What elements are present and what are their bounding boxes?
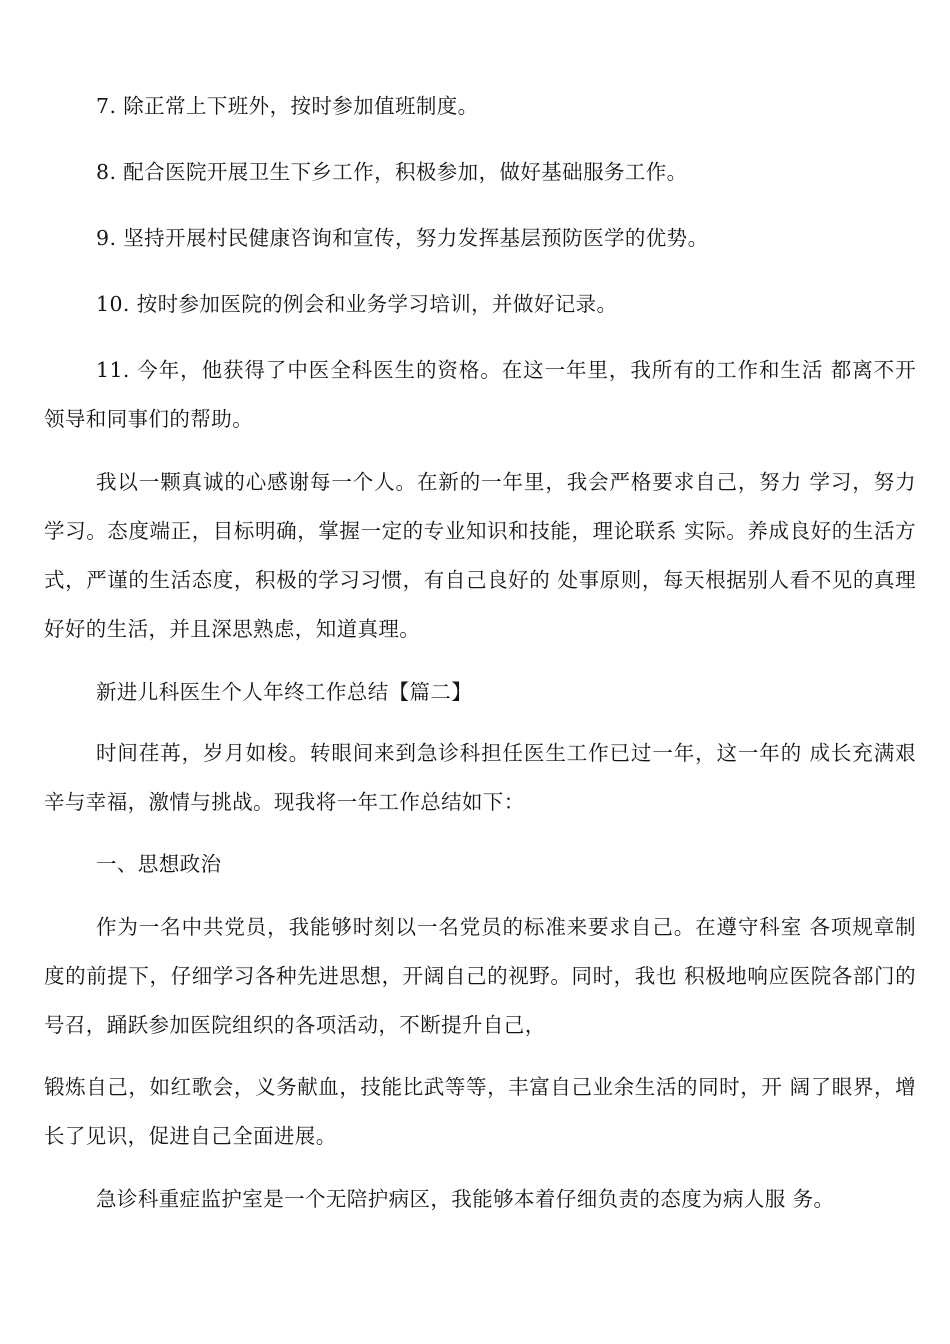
section-title: 新进儿科医生个人年终工作总结【篇二】 xyxy=(96,680,473,704)
section-heading-political: 一、思想政治 xyxy=(96,852,222,876)
paragraph-icu: 急诊科重症监护室是一个无陪护病区，我能够本着仔细负责的态度为病人服 务。 xyxy=(96,1187,835,1211)
paragraph-item-8: 8. 配合医院开展卫生下乡工作，积极参加，做好基础服务工作。 xyxy=(96,160,688,184)
paragraph-continuation: 锻炼自己，如红歌会，义务献血，技能比武等等，丰富自己业余生活的同时，开 阔了眼界，增长了见识，促进自己全面进展。 xyxy=(44,1075,916,1148)
paragraph-gratitude: 我以一颗真诚的心感谢每一个人。在新的一年里，我会严格要求自己，努力 学习，努力学习。态度端正，目标明确，掌握一定的专业知识和技能，理论联系 实际。养成良好的生活方式，严谨的生活态度，积极的学习习惯，有自己良好的 处事原则，每天根据别人看不见的真理好好的生活，并且深思熟虑，知道真理。 xyxy=(44,470,916,641)
paragraph-item-10: 10. 按时参加医院的例会和业务学习培训，并做好记录。 xyxy=(96,292,618,316)
paragraph-intro: 时间荏苒，岁月如梭。转眼间来到急诊科担任医生工作已过一年，这一年的 成长充满艰辛与幸福，激情与挑战。现我将一年工作总结如下： xyxy=(44,741,916,814)
paragraph-party-member: 作为一名中共党员，我能够时刻以一名党员的标准来要求自己。在遵守科室 各项规章制度的前提下，仔细学习各种先进思想，开阔自己的视野。同时，我也 积极地响应医院各部门的号召，踊跃参加医院组织的各项活动，不断提升自己， xyxy=(44,915,916,1037)
paragraph-item-9: 9. 坚持开展村民健康咨询和宣传，努力发挥基层预防医学的优势。 xyxy=(96,226,709,250)
paragraph-item-11: 11. 今年，他获得了中医全科医生的资格。在这一年里，我所有的工作和生活 都离不开领导和同事们的帮助。 xyxy=(44,358,916,431)
paragraph-item-7: 7. 除正常上下班外，按时参加值班制度。 xyxy=(96,94,479,118)
